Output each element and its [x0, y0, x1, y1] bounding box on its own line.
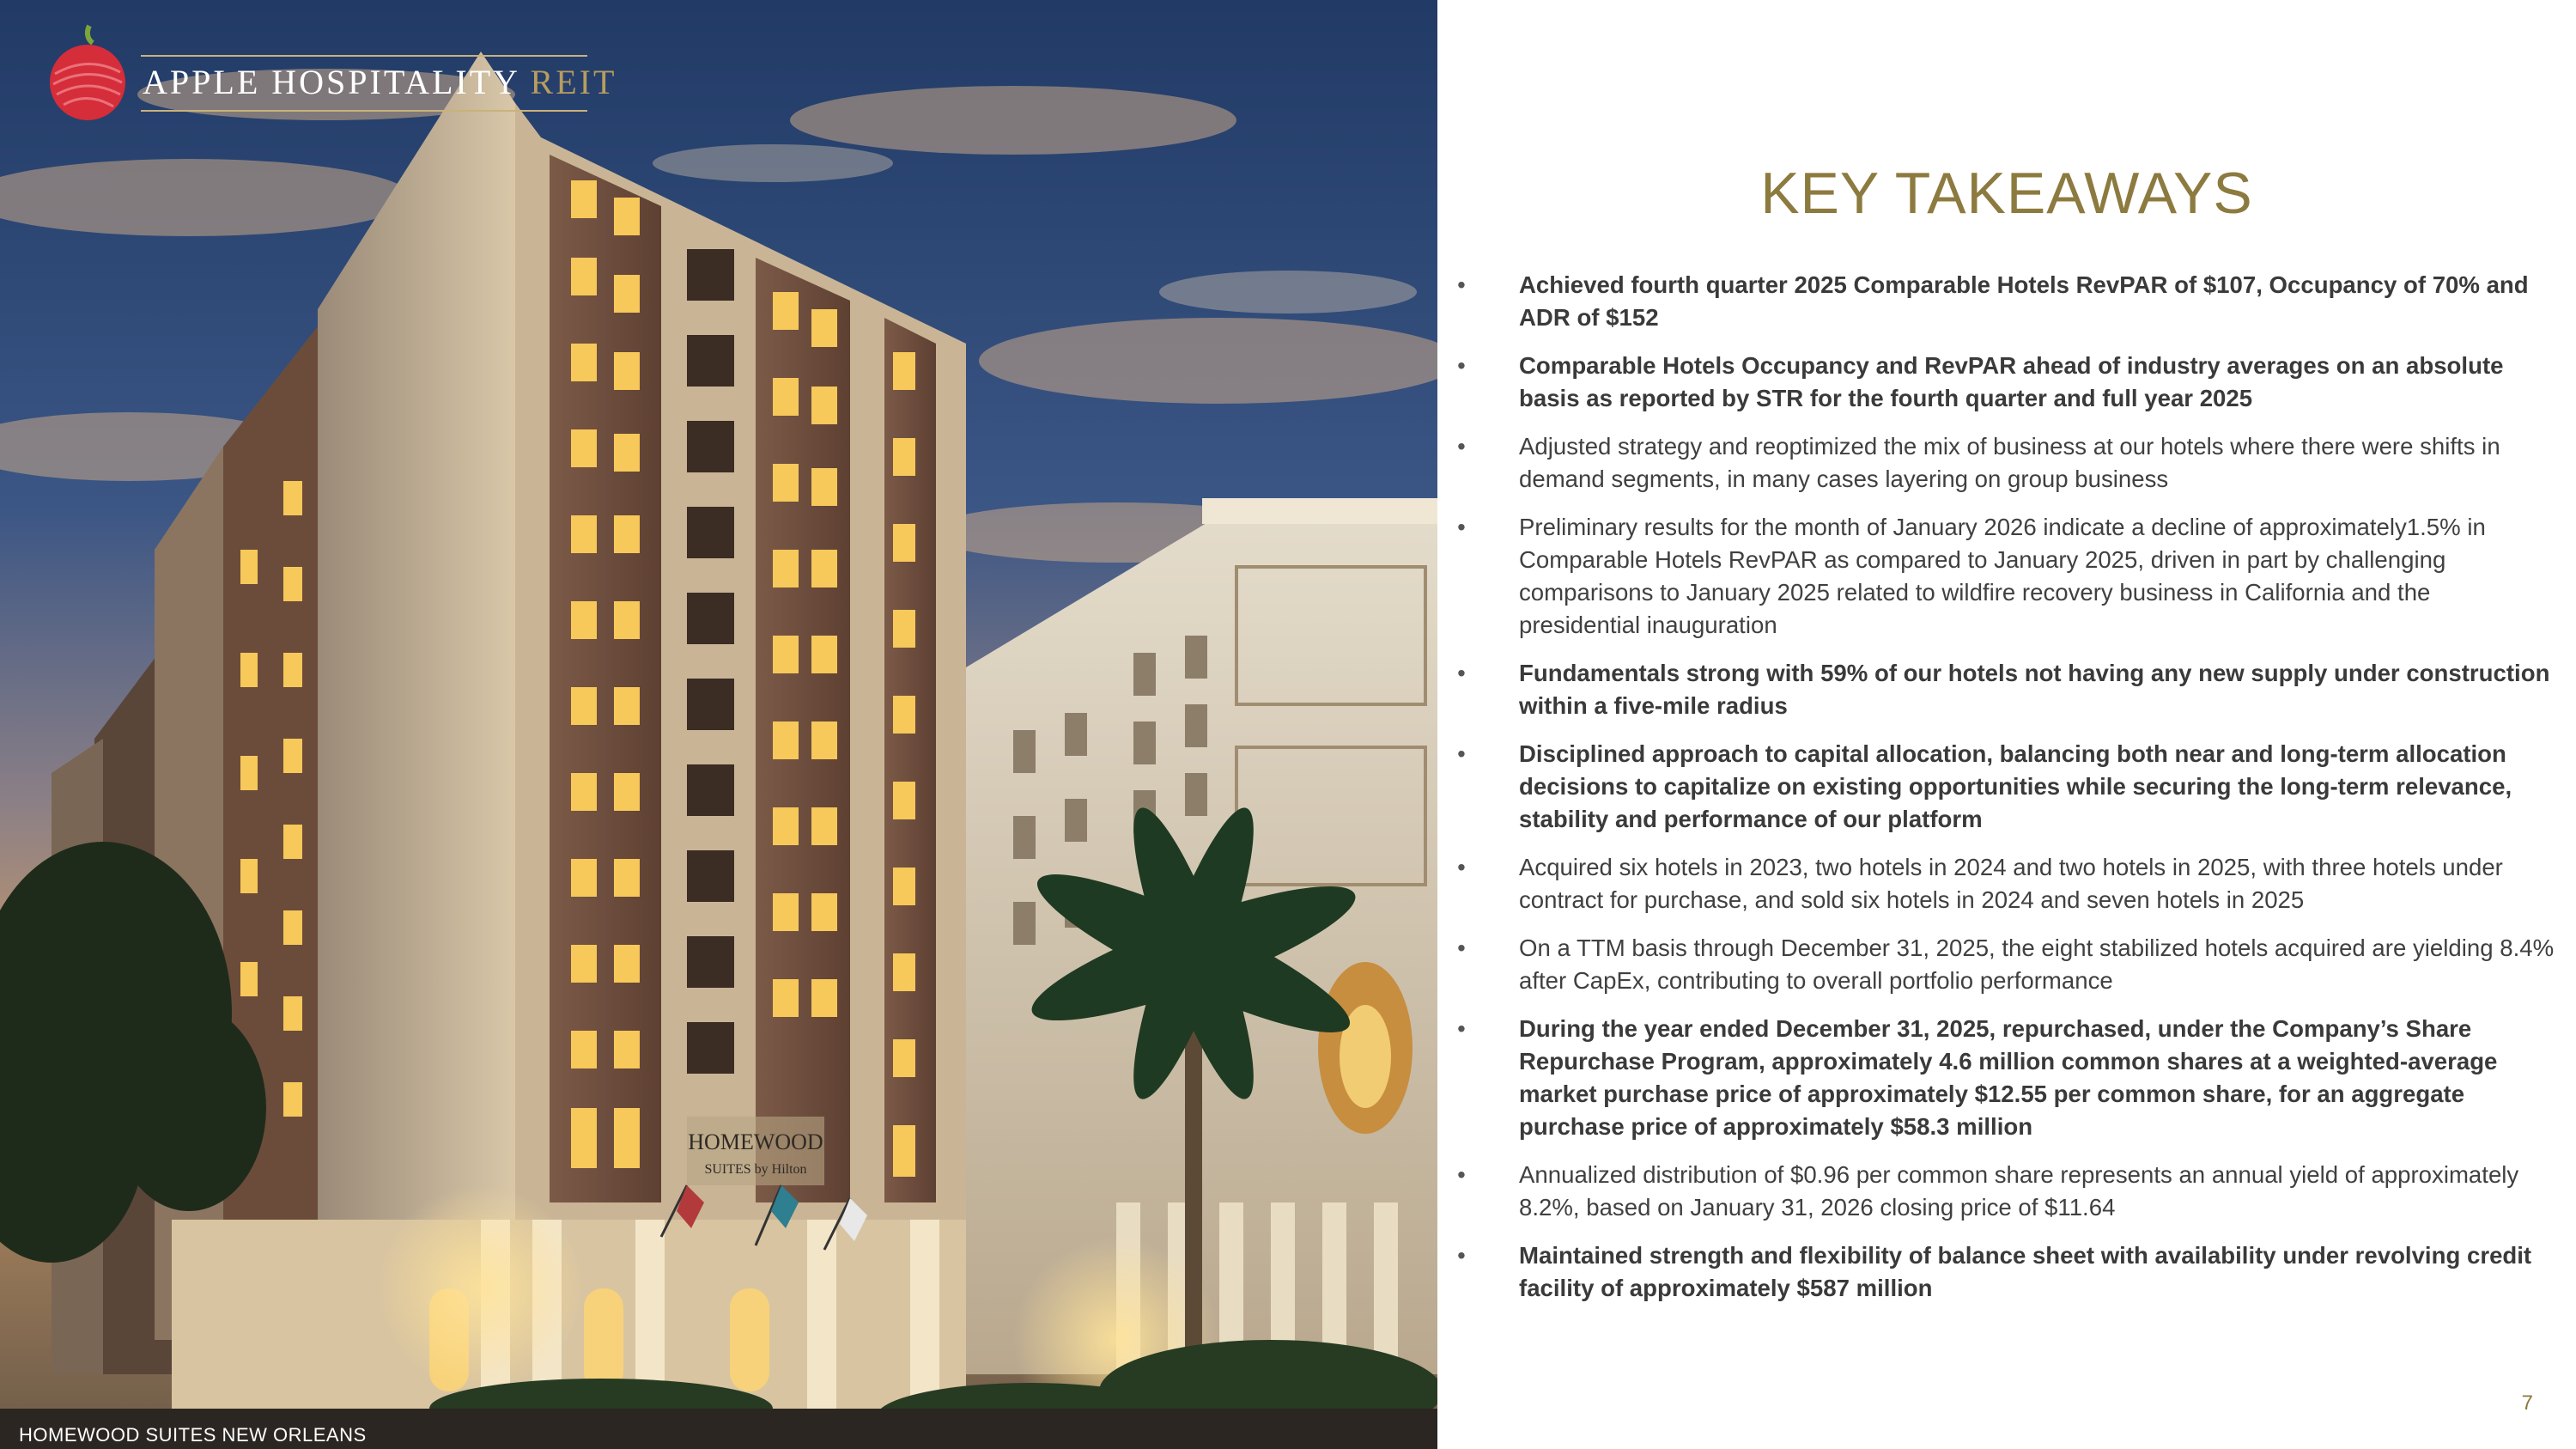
takeaway-text: During the year ended December 31, 2025, repurchased, under the Company’s Share Repurchase Program, approximately 4.6 million common shares at a weighted-average market purchase price of approximately $12.55 per common share, for an aggregate purchase price of approximately $58.3 million: [1519, 1015, 2498, 1140]
takeaway-item: [1453, 738, 2556, 836]
takeaway-item: [1453, 430, 2556, 496]
takeaway-text: Comparable Hotels Occupancy and RevPAR ahead of industry averages on an absolute basis as reported by STR for the fourth quarter and full year 2025: [1519, 352, 2504, 411]
takeaway-text: Acquired six hotels in 2023, two hotels in 2024 and two hotels in 2025, with three hotels under contract for purchase, and sold six hotels in 2024 and seven hotels in 2025: [1519, 854, 2503, 913]
bullet-icon: •: [1457, 660, 1466, 686]
takeaway-item: [1453, 932, 2556, 997]
takeaway-item: [1453, 1013, 2556, 1143]
bullet-icon: •: [1457, 1015, 1466, 1042]
takeaway-text: Achieved fourth quarter 2025 Comparable Hotels RevPAR of $107, Occupancy of 70% and ADR of $152: [1519, 271, 2529, 331]
logo-rule-bottom: [141, 110, 587, 112]
takeaway-text: On a TTM basis through December 31, 2025, the eight stabilized hotels acquired are yielding 8.4% after CapEx, contributing to overall portfolio performance: [1519, 935, 2555, 994]
takeaway-item: [1453, 511, 2556, 642]
logo-name-main: APPLE HOSPITALITY: [143, 63, 519, 101]
page-number: 7: [2521, 1391, 2533, 1415]
photo-caption: HOMEWOOD SUITES NEW ORLEANS: [19, 1424, 367, 1446]
takeaway-text: Maintained strength and flexibility of balance sheet with availability under revolving credit facility of approximately $587 million: [1519, 1242, 2532, 1301]
takeaway-item: [1453, 1239, 2556, 1305]
takeaway-item: [1453, 269, 2556, 334]
bullet-icon: •: [1457, 1242, 1466, 1269]
company-logo: [46, 21, 617, 124]
hotel-sign-line1: HOMEWOOD: [688, 1129, 823, 1154]
takeaway-text: Disciplined approach to capital allocation, balancing both near and long-term allocation decisions to capitalize on existing opportunities while securing the long-term relevance, stability and performance of our platform: [1519, 740, 2512, 832]
apple-icon: [46, 21, 129, 124]
bullet-icon: •: [1457, 1161, 1466, 1188]
logo-wordmark: [143, 62, 617, 102]
takeaways-list: [1453, 269, 2556, 1320]
bullet-icon: •: [1457, 352, 1466, 379]
takeaway-text: Fundamentals strong with 59% of our hotels not having any new supply under construction within a five-mile radius: [1519, 660, 2550, 719]
takeaway-item: [1453, 657, 2556, 722]
slide-title: KEY TAKEAWAYS: [1760, 161, 2253, 226]
takeaway-item: [1453, 1159, 2556, 1224]
takeaway-text: Annualized distribution of $0.96 per common share represents an annual yield of approximately 8.2%, based on January 31, 2026 closing price of $11.64: [1519, 1161, 2519, 1221]
takeaway-item: [1453, 350, 2556, 415]
bullet-icon: •: [1457, 935, 1466, 961]
bullet-icon: •: [1457, 740, 1466, 767]
hotel-sign-line2: SUITES by Hilton: [704, 1162, 807, 1177]
takeaway-text: Adjusted strategy and reoptimized the mix of business at our hotels where there were shifts in demand segments, in many cases layering on group business: [1519, 433, 2500, 492]
takeaway-text: Preliminary results for the month of January 2026 indicate a decline of approximately1.5% in Comparable Hotels RevPAR as compared to January 2025, driven in part by challenging comparisons to January 2025 related to wildfire recovery business in California and the presidential inauguration: [1519, 514, 2486, 638]
takeaway-item: [1453, 851, 2556, 916]
bullet-icon: •: [1457, 433, 1466, 460]
bullet-icon: •: [1457, 854, 1466, 880]
bullet-icon: •: [1457, 271, 1466, 298]
logo-rule-top: [141, 55, 587, 57]
bullet-icon: •: [1457, 514, 1466, 540]
logo-name-accent: REIT: [519, 63, 617, 101]
